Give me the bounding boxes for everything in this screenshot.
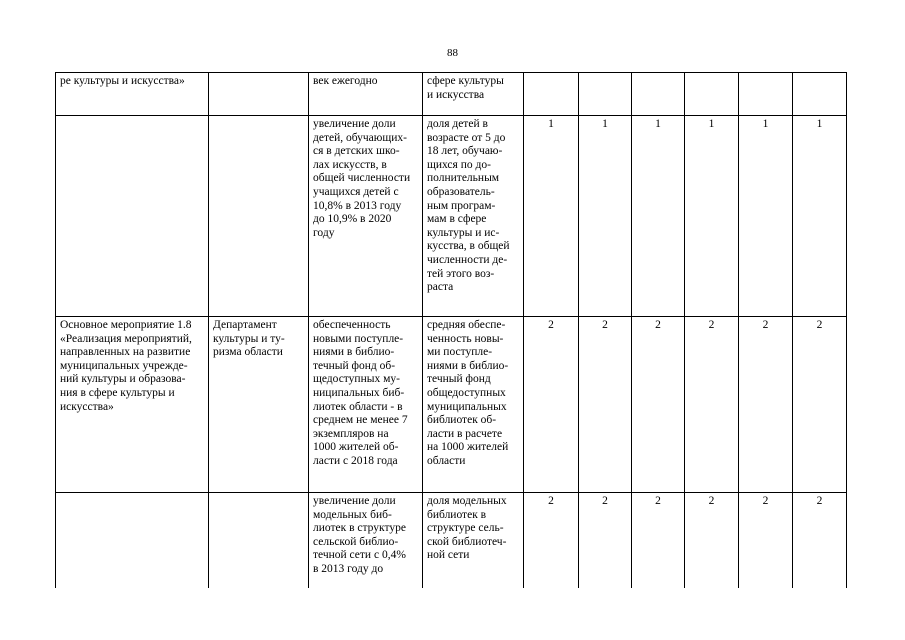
value-cell: 2 <box>685 493 739 589</box>
executor-cell <box>209 116 309 317</box>
value-cell: 2 <box>632 493 685 589</box>
value-cell: 2 <box>793 493 847 589</box>
result-cell: увеличение доли модельных биб- лиотек в структуре сельской библио- течной сети с 0,4% в 2013 году до <box>309 493 423 589</box>
indicator-cell: средняя обеспе- ченность новы- ми поступле- ниями в библио- течный фонд общедоступных муниципальных библиотек об- ласти в расчете на 1000 жителей области <box>423 317 524 493</box>
table-row <box>56 116 847 317</box>
value-cell <box>793 73 847 116</box>
value-cell <box>739 73 793 116</box>
indicator-cell: доля детей в возрасте от 5 до 18 лет, обучаю- щихся по до- полнительным образователь- ным програм- мам в сфере культуры и ис- кусства, в общей численности де- тей этого воз- раста <box>423 116 524 317</box>
value-cell: 2 <box>579 317 632 493</box>
value-cell <box>632 73 685 116</box>
indicator-cell: доля модельных библиотек в структуре сель- ской библиотеч- ной сети <box>423 493 524 589</box>
result-cell: век ежегодно <box>309 73 423 116</box>
measure-cell: ре культуры и искусства» <box>56 73 209 116</box>
value-cell <box>685 73 739 116</box>
result-cell: обеспеченность новыми поступле- ниями в библио- течный фонд об- щедоступных му- ниципальных биб- лиотек области - в среднем не менее 7 экземпляров на 1000 жителей об- ласти с 2018 года <box>309 317 423 493</box>
value-cell: 1 <box>524 116 579 317</box>
value-cell: 1 <box>793 116 847 317</box>
page-number: 88 <box>447 47 458 59</box>
executor-cell <box>209 493 309 589</box>
measure-cell: Основное мероприятие 1.8 «Реализация мероприятий, направленных на развитие муниципальных учрежде- ний культуры и образова- ния в сфере культуры и искусства» <box>56 317 209 493</box>
value-cell: 1 <box>739 116 793 317</box>
value-cell: 1 <box>685 116 739 317</box>
executor-cell: Департамент культуры и ту- ризма области <box>209 317 309 493</box>
result-cell: увеличение доли детей, обучающих- ся в детских шко- лах искусств, в общей численности учащихся детей с 10,8% в 2013 году до 10,9% в 2020 году <box>309 116 423 317</box>
value-cell: 2 <box>685 317 739 493</box>
value-cell: 2 <box>739 493 793 589</box>
value-cell: 2 <box>524 317 579 493</box>
value-cell: 1 <box>579 116 632 317</box>
table-row <box>56 73 847 116</box>
value-cell: 2 <box>524 493 579 589</box>
program-table <box>55 72 847 588</box>
measure-cell <box>56 493 209 589</box>
indicator-cell: сфере культуры и искусства <box>423 73 524 116</box>
value-cell <box>524 73 579 116</box>
value-cell: 2 <box>739 317 793 493</box>
table-row <box>56 493 847 589</box>
value-cell: 2 <box>579 493 632 589</box>
table-row <box>56 317 847 493</box>
measure-cell <box>56 116 209 317</box>
value-cell: 1 <box>632 116 685 317</box>
value-cell: 2 <box>793 317 847 493</box>
value-cell <box>579 73 632 116</box>
value-cell: 2 <box>632 317 685 493</box>
executor-cell <box>209 73 309 116</box>
